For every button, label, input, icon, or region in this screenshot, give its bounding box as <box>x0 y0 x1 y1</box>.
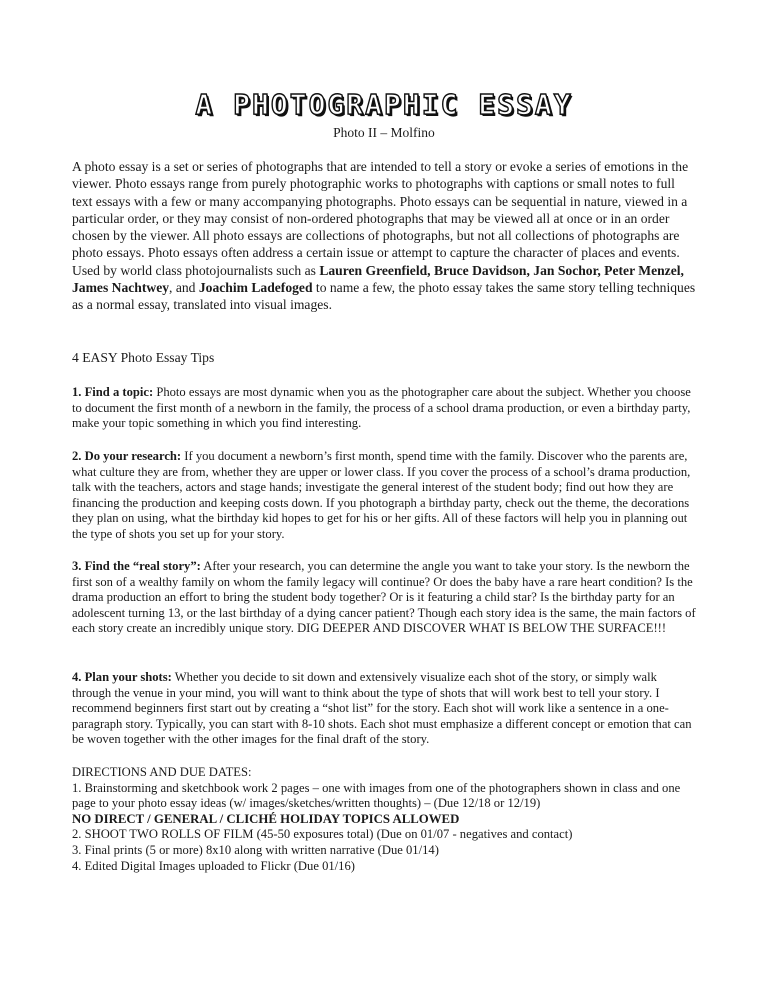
tip-paragraph <box>72 449 698 543</box>
tip-label: 4. Plan your shots: <box>72 670 172 684</box>
tip-paragraph <box>72 559 698 637</box>
intro-paragraph <box>72 158 698 314</box>
direction-item: 3. Final prints (5 or more) 8x10 along with written narrative (Due 01/14) <box>72 842 439 857</box>
photographer-names: Lauren Greenfield, Bruce Davidson, Jan Sochor, Peter Menzel, James Nachtwey <box>72 262 684 296</box>
intro-text: A photo essay is a set or series of photographs that are intended to tell a story or evoke a series of emotions in the viewer. Photo essays range from purely photographic works to photographs with captions or small notes to full text essays with a few or many accompanying photographs. Photo essays can be sequential in nature, viewed in a particular order, or they may consist of non-ordered photographs that may be viewed all at once or in an order chosen by the viewer. All photo essays are collections of photographs, but not all collections of photographs are photo essays. Photo essays often address a certain issue or attempt to capture the character of places and events. Used by world class photojournalists such as <box>72 159 689 278</box>
tip-label: 3. Find the “real story”: <box>72 559 201 573</box>
directions-heading: DIRECTIONS AND DUE DATES: <box>72 765 252 779</box>
directions-section <box>72 765 698 874</box>
tip-paragraph <box>72 670 698 748</box>
direction-item: 1. Brainstorming and sketchbook work 2 pages – one with images from one of the photographers shown in class and one page to your photo essay ideas (w/ images/sketches/written thoughts) – (Due 12/18 or 12/19) <box>72 780 681 811</box>
tip-text: If you document a newborn’s first month, spend time with the family. Discover who the parents are, what culture they are from, whether they are upper or lower class. If you cover the process of a school’s drama production, talk with the teachers, actors and stage hands; investigate the general interest of the student body; find out how they are financing the production and keeping costs down. If you photograph a birthday party, check out the theme, the decorations they plan on using, what the birthday kid hopes to get for his or her gifts. All of these factors will help you in planning out the type of shots you set up for your story. <box>72 449 691 541</box>
direction-item: 2. SHOOT TWO ROLLS OF FILM (45-50 exposures total) (Due on 01/07 - negatives and contact) <box>72 827 573 842</box>
tip-label: 2. Do your research: <box>72 449 182 463</box>
photographer-name-last: Joachim Ladefoged <box>198 280 313 296</box>
tip-text: Photo essays are most dynamic when you as the photographer care about the subject. Whether you choose to document the first month of a newborn in the family, the process of a school drama production, or even a birthday party, make your topic something in which you find interesting. <box>72 385 691 431</box>
direction-item: 4. Edited Digital Images uploaded to Flickr (Due 01/16) <box>72 858 355 873</box>
page-subtitle: Photo II – Molfino <box>333 125 435 140</box>
tip-label: 1. Find a topic: <box>72 385 154 399</box>
tip-paragraph <box>72 385 698 432</box>
tip-text: Whether you decide to sit down and extensively visualize each shot of the story, or simply walk through the venue in your mind, you will want to think about the type of shots that will work best to tell your story. I recommend beginners first start out by creating a “shot list” for the story. Each shot will work like a sentence in a one-paragraph story. Typically, you can start with 8-10 shots. Each shot must emphasize a different concept or emotion that can be woven together with the other images for the final draft of the story. <box>72 670 692 747</box>
tips-heading: 4 EASY Photo Essay Tips <box>72 350 215 365</box>
intro-and: , and <box>169 280 199 296</box>
intro-text-end: to name a few, the photo essay takes the same story telling techniques as a normal essay, translated into visual images. <box>72 280 696 313</box>
page-title: A PHOTOGRAPHIC ESSAY <box>195 88 573 121</box>
topic-warning: NO DIRECT / GENERAL / CLICHÉ HOLIDAY TOPICS ALLOWED <box>72 811 460 826</box>
tip-text: After your research, you can determine the angle you want to take your story. Is the newborn the first son of a wealthy family on whom the family legacy will continue? Or does the baby have a rare heart condition? Is the drama production an effort to bring the student body together? Or is it featuring a child star? Is the birthday party for an adolescent turning 13, or the last birthday of a dying cancer patient? Though each story idea is the same, the main factors of each story create an incredibly unique story. DIG DEEPER AND DISCOVER WHAT IS BELOW THE SURFACE!!! <box>72 559 696 636</box>
